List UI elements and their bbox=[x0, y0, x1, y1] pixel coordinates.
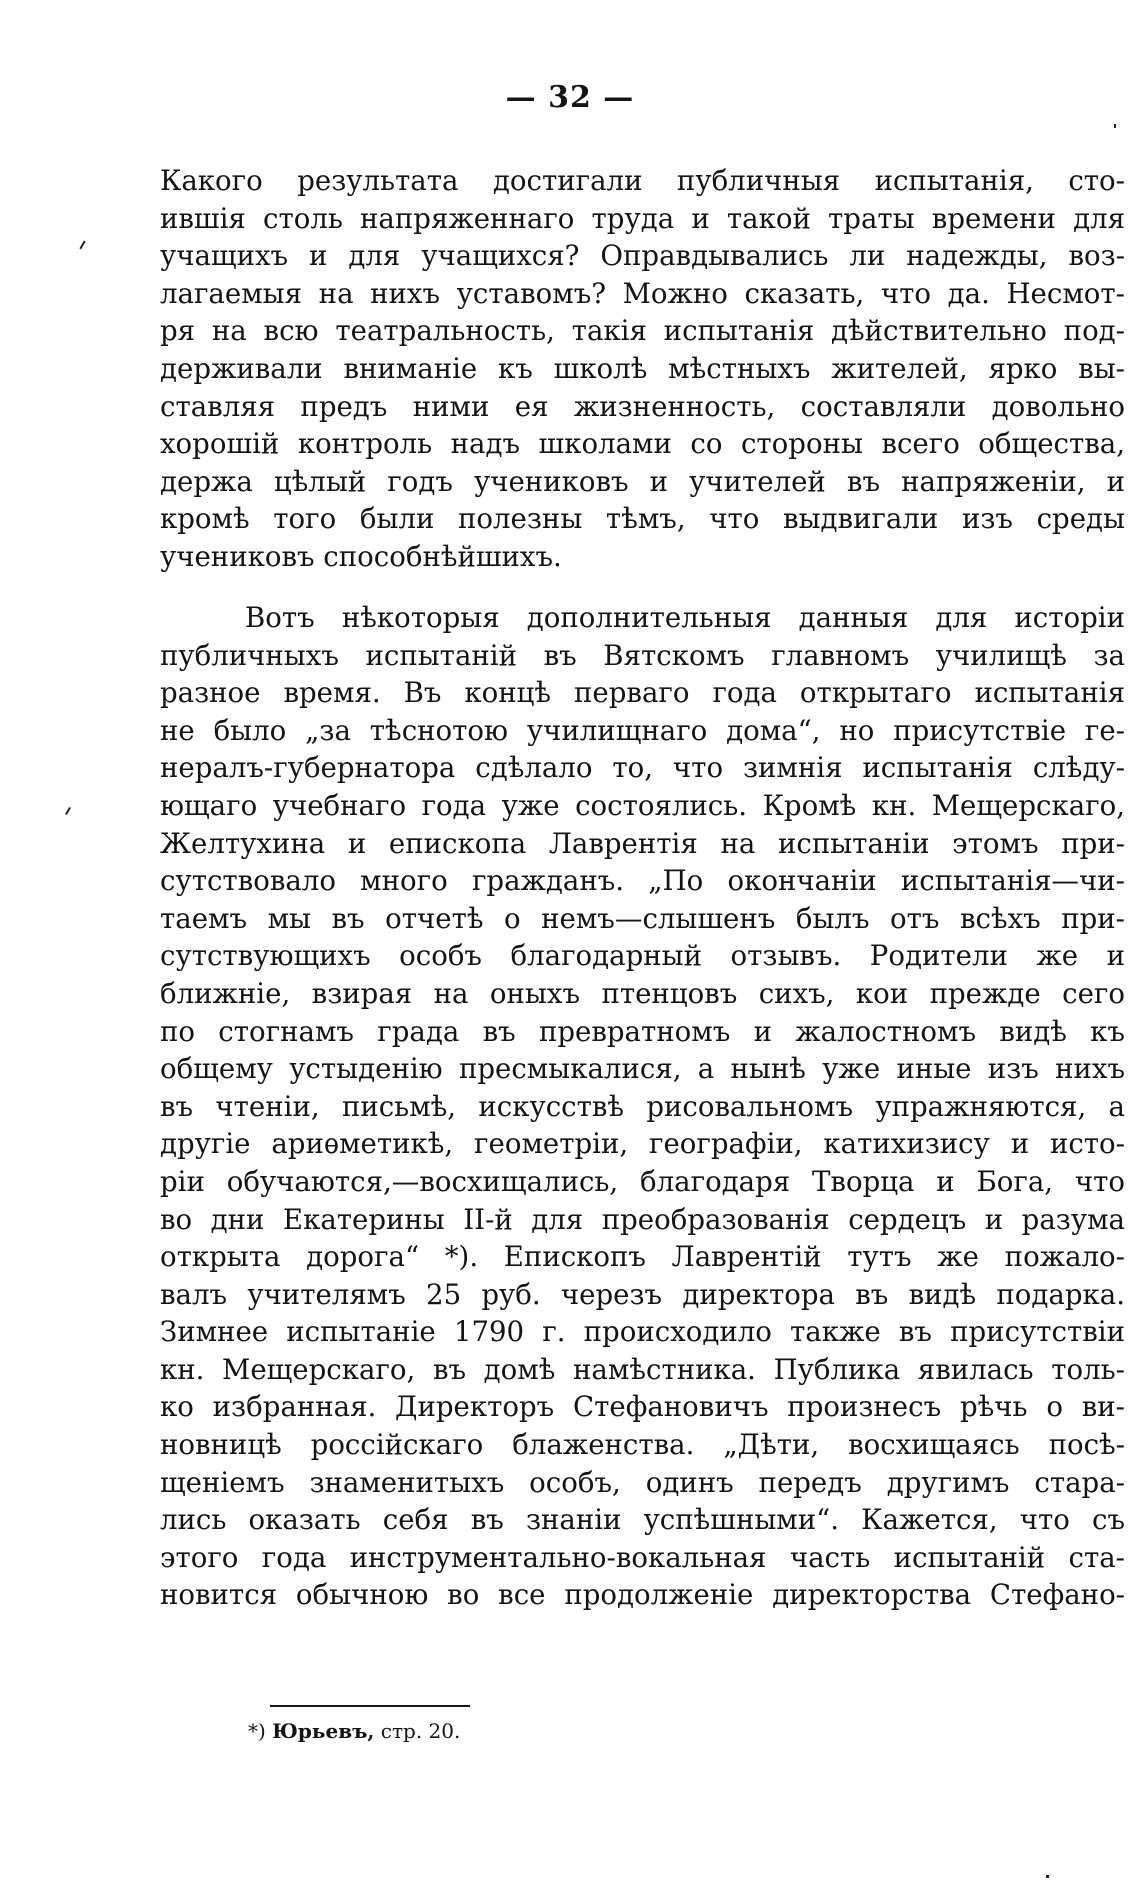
text-line: по стогнамъ града въ превратномъ и жалостномъ видѣ къ bbox=[160, 1014, 1125, 1048]
text-line: ря на всю театральность, такія испытанія дѣйствительно под- bbox=[160, 314, 1125, 348]
text-line: ко избранная. Директоръ Стефановичъ произнесъ рѣчь о ви- bbox=[160, 1390, 1125, 1424]
text-line: публичныхъ испытаній въ Вятскомъ главномъ училищѣ за bbox=[160, 638, 1125, 672]
text-line: Вотъ нѣкоторыя дополнительныя данныя для исторіи bbox=[245, 601, 1125, 634]
text-line: общему устыденію пресмыкалися, а нынѣ уже иные изъ нихъ bbox=[160, 1052, 1125, 1086]
paragraph-2 bbox=[160, 599, 1125, 1614]
text-line: таемъ мы въ отчетѣ о немъ—слышенъ былъ отъ всѣхъ при- bbox=[160, 901, 1125, 935]
text-line: новится обычною во все продолженіе директорства Стефано- bbox=[160, 1578, 1125, 1612]
text-line: лагаемыя на нихъ уставомъ? Можно сказать, что да. Несмот- bbox=[160, 276, 1125, 310]
text-line: сутствующихъ особъ благодарный отзывъ. Родители же и bbox=[160, 939, 1125, 973]
text-line: кромѣ того были полезны тѣмъ, что выдвигали изъ среды bbox=[160, 502, 1125, 536]
text-line: ближніе, взирая на оныхъ птенцовъ сихъ, кои прежде сего bbox=[160, 976, 1125, 1010]
text-line: во дни Екатерины II-й для преобразованія сердецъ и разума bbox=[160, 1202, 1125, 1236]
text-line: кн. Мещерскаго, въ домѣ намѣстника. Публика явилась толь- bbox=[160, 1352, 1125, 1386]
text-line: въ чтеніи, письмѣ, искусствѣ рисовальномъ упражняются, а bbox=[160, 1089, 1125, 1123]
text-line: держивали вниманіе къ школѣ мѣстныхъ жителей, ярко вы- bbox=[160, 351, 1125, 385]
footnote-marker: *) bbox=[248, 1719, 266, 1743]
text-line: Желтухина и епископа Лаврентія на испытаніи этомъ при- bbox=[160, 826, 1125, 860]
text-line: учащихъ и для учащихся? Оправдывались ли надежды, воз- bbox=[160, 239, 1125, 273]
margin-speck bbox=[65, 807, 71, 815]
page-number: — 32 — bbox=[505, 80, 635, 115]
footnote bbox=[248, 1718, 460, 1744]
text-line: держа цѣлый годъ учениковъ и учителей въ напряженіи, и bbox=[160, 464, 1125, 498]
footnote-divider bbox=[270, 1705, 470, 1707]
text-line: учениковъ способнѣйшихъ. bbox=[160, 539, 562, 573]
text-line: сутствовало много гражданъ. „По окончаніи испытанія—чи- bbox=[160, 864, 1125, 898]
text-line: разное время. Въ концѣ перваго года открытаго испытанія bbox=[160, 676, 1125, 710]
text-line: валъ учителямъ 25 руб. черезъ директора въ видѣ подарка. bbox=[160, 1277, 1125, 1311]
footnote-reference: стр. 20. bbox=[380, 1719, 461, 1743]
text-line: Зимнее испытаніе 1790 г. происходило также въ присутствіи bbox=[160, 1315, 1125, 1349]
margin-speck bbox=[79, 241, 85, 250]
text-line: открыта дорога“ *). Епископъ Лаврентій тутъ же пожало- bbox=[160, 1240, 1125, 1274]
text-line: не было „за тѣснотою училищнаго дома“, но присутствіе ге- bbox=[160, 713, 1125, 747]
text-line: нералъ-губернатора сдѣлало то, что зимнія испытанія слѣду- bbox=[160, 751, 1125, 785]
text-line: ющаго учебнаго года уже состоялись. Кромѣ кн. Мещерскаго, bbox=[160, 788, 1125, 822]
text-line: новницѣ россійскаго блаженства. „Дѣти, восхищаясь посѣ- bbox=[160, 1428, 1125, 1462]
text-line: ріи обучаются,—восхищались, благодаря Творца и Бога, что bbox=[160, 1164, 1125, 1198]
text-line: лись оказать себя въ знаніи успѣшными“. Кажется, что съ bbox=[160, 1503, 1125, 1537]
text-line: ившія столь напряженнаго труда и такой траты времени для bbox=[160, 201, 1125, 235]
footnote-author: Юрьевъ, bbox=[272, 1719, 375, 1743]
margin-speck bbox=[1114, 124, 1116, 128]
margin-speck bbox=[1046, 1875, 1049, 1878]
text-line: этого года инструментально-вокальная часть испытаній ста- bbox=[160, 1540, 1125, 1574]
text-line: щеніемъ знаменитыхъ особъ, одинъ передъ другимъ стара- bbox=[160, 1465, 1125, 1499]
text-line: хорошій контроль надъ школами со стороны всего общества, bbox=[160, 427, 1125, 461]
text-line: ставляя предъ ними ея жизненность, составляли довольно bbox=[160, 389, 1125, 423]
text-line: другіе ариѳметикѣ, геометріи, географіи, катихизису и исто- bbox=[160, 1127, 1125, 1161]
text-line: Какого результата достигали публичныя испытанія, сто- bbox=[160, 164, 1125, 197]
paragraph-1 bbox=[160, 162, 1125, 576]
